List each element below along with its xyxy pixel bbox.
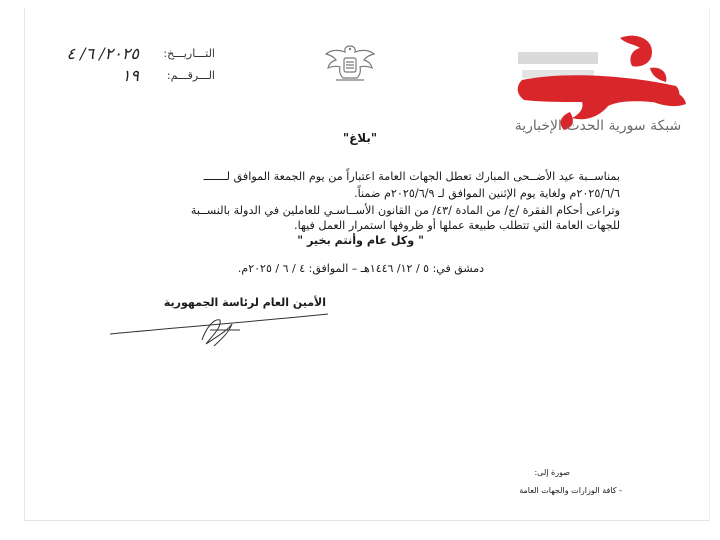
document-meta <box>30 42 215 86</box>
number-value: ١٩ <box>121 65 139 85</box>
number-label: الـــرقـــم: <box>166 68 215 82</box>
copies-item: - كافة الوزارات والجهات العامة <box>519 486 622 495</box>
notice-title: "بلاغ" <box>342 131 378 145</box>
notice-line-3: وتراعى أحكام الفقرة /ج/ من المادة /٤٣/ من القانون الأســاسـي للعاملين في الدولة بالنســبة <box>190 204 620 217</box>
date-value: ٢٠٢٥/ ٦/ ٤ <box>66 43 139 63</box>
number-row <box>30 64 215 86</box>
issue-date-line: دمشق في: ٥ / ١٢/ ١٤٤٦هـ – الموافق: ٤ / ٦ / ٢٠٢٥م. <box>237 262 484 275</box>
date-row <box>30 42 215 64</box>
signatory-title: الأمين العام لرئاسة الجمهورية <box>163 296 326 309</box>
signature-icon <box>110 310 330 350</box>
state-emblem-icon <box>322 40 378 86</box>
date-label: التـــاريـــخ: <box>163 46 215 60</box>
news-outlet-name: شبكة سورية الحدث الإخبارية <box>514 118 682 134</box>
notice-line-4: للجهات العامة التي تتطلب طبيعة عملها أو ظروفها استمرار العمل فيها. <box>294 219 620 232</box>
notice-line-1: بمناســبة عيد الأضــحى المبارك تعطل الجهات العامة اعتباراً من يوم الجمعة الموافق لـــــــ <box>203 170 620 183</box>
notice-greeting: " وكل عام وأنتم بخير " <box>297 234 424 247</box>
copies-heading: صورة إلى: <box>534 468 570 477</box>
notice-line-2: ٢٠٢٥/٦/٦م ولغاية يوم الإثنين الموافق لـ ٢٠٢٥/٦/٩م ضمناً. <box>354 187 620 200</box>
